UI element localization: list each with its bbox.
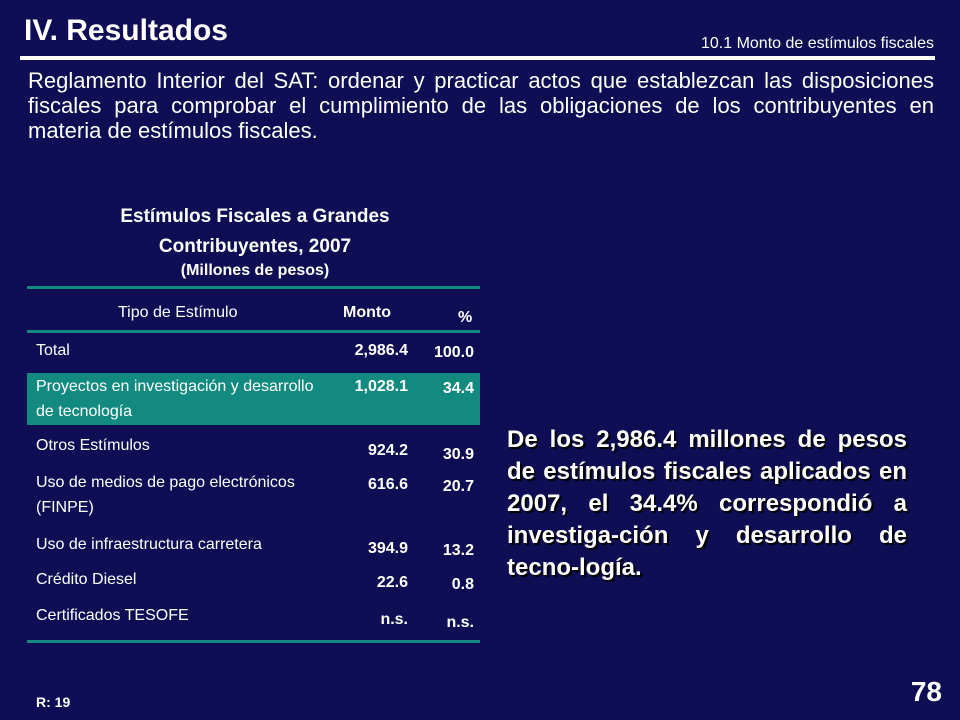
table-title-line-1: Estímulos Fiscales a Grandes — [120, 206, 390, 227]
header-rule — [27, 330, 480, 333]
row-total-pct: 100.0 — [433, 344, 474, 361]
table-title — [30, 202, 480, 262]
column-header-monto: Monto — [343, 304, 391, 321]
page-title: IV. Resultados — [24, 14, 228, 47]
summary-callout: De los 2,986.4 millones de pesos de estímulos fiscales aplicados en 2007, el 34.4% correspondió a investiga-ción y desarrollo de tecno-logía. — [507, 426, 907, 581]
column-header-percent: % — [458, 309, 473, 326]
row-diesel-monto: 22.6 — [376, 574, 408, 591]
row-finpe-monto: 616.6 — [367, 476, 408, 493]
title-divider — [20, 56, 935, 60]
row-otros-tipo: Otros Estímulos — [36, 437, 150, 454]
page-number: 78 — [910, 676, 942, 707]
row-tesofe-tipo: Certificados TESOFE — [36, 607, 189, 624]
row-diesel-pct: 0.8 — [451, 576, 474, 593]
row-carretera-pct: 13.2 — [442, 542, 474, 559]
row-carretera-tipo: Uso de infraestructura carretera — [36, 536, 262, 553]
row-tesofe-pct: n.s. — [446, 614, 474, 631]
row-proyectos-monto: 1,028.1 — [354, 378, 408, 395]
intro-paragraph: Reglamento Interior del SAT: ordenar y practicar actos que establezcan las disposiciones fiscales para comprobar el cumplimiento de las obligaciones de los contribuyentes en materia de estímulos fiscales. — [28, 68, 934, 143]
table-units: (Millones de pesos) — [180, 262, 330, 279]
row-tesofe-monto: n.s. — [380, 611, 408, 628]
row-proyectos-pct: 34.4 — [442, 380, 474, 397]
row-diesel-tipo: Crédito Diesel — [36, 571, 137, 588]
row-proyectos-tipo: Proyectos en investigación y desarrollo de tecnología — [36, 378, 314, 420]
table-top-rule — [27, 286, 480, 289]
reference-label: R: 19 — [36, 694, 71, 710]
row-total-tipo: Total — [36, 342, 70, 359]
row-finpe-pct: 20.7 — [442, 478, 474, 495]
table-bottom-rule — [27, 640, 480, 643]
section-subtitle: 10.1 Monto de estímulos fiscales — [700, 35, 934, 52]
table-title-line-2: Contribuyentes, 2007 — [158, 236, 352, 257]
row-carretera-monto: 394.9 — [367, 540, 408, 557]
row-otros-monto: 924.2 — [367, 442, 408, 459]
row-otros-pct: 30.9 — [442, 446, 474, 463]
row-total-monto: 2,986.4 — [354, 342, 408, 359]
column-header-tipo: Tipo de Estímulo — [118, 304, 238, 321]
row-finpe-tipo: Uso de medios de pago electrónicos (FINPE) — [36, 474, 295, 516]
